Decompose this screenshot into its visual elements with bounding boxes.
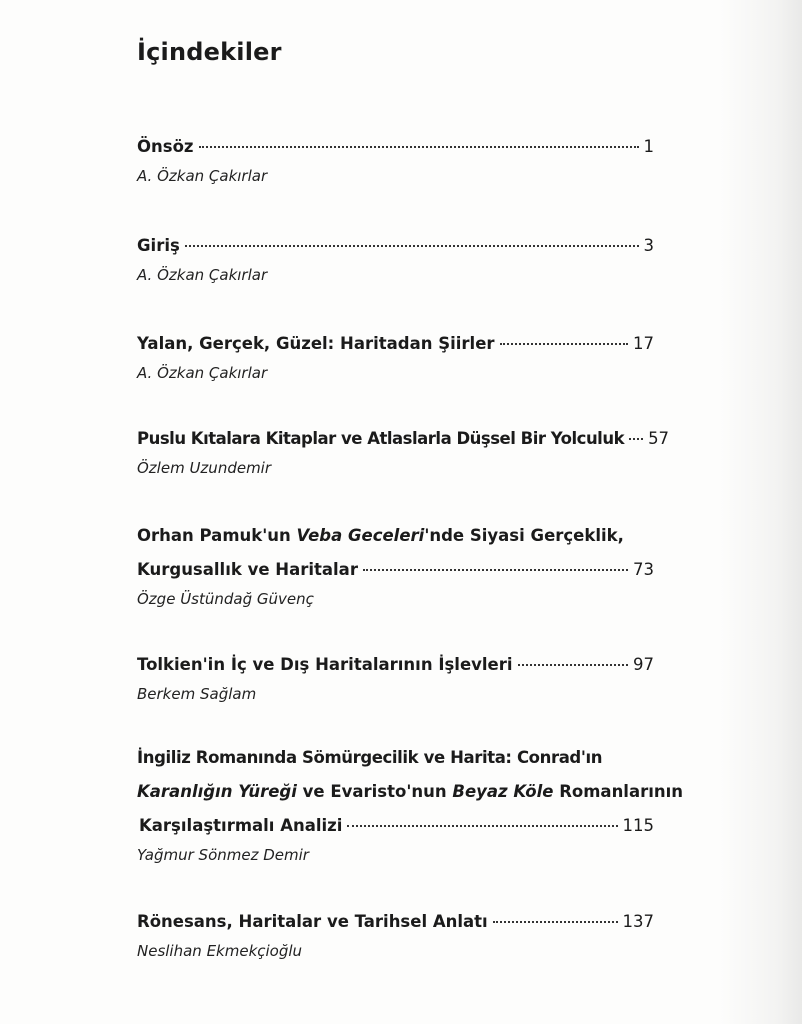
- toc-entry-title-part: 'nde Siyasi Gerçeklik,: [424, 526, 624, 545]
- toc-entry-title: Karşılaştırmalı Analizi: [139, 816, 343, 835]
- toc-entry-page: 115: [622, 816, 654, 835]
- toc-entry: [137, 134, 654, 188]
- toc-entry-title: Rönesans, Haritalar ve Tarihsel Anlatı: [137, 912, 488, 931]
- dot-leader: [347, 825, 617, 827]
- toc-entry-title-line: [137, 233, 654, 259]
- toc-entry-author: Yağmur Sönmez Demir: [137, 846, 309, 864]
- toc-entry-title-line: [137, 134, 654, 160]
- toc-entry-page: 3: [643, 236, 654, 255]
- toc-entry-page: 57: [648, 429, 670, 448]
- toc-entry-page: 1: [643, 137, 654, 156]
- toc-entry-title-part: ve Evaristo'nun: [296, 782, 453, 801]
- toc-entry-title: Tolkien'in İç ve Dış Haritalarının İşlevleri: [137, 655, 513, 674]
- book-title-italic: Veba Geceleri: [296, 526, 425, 545]
- dot-leader: [185, 245, 639, 247]
- toc-entry-author: A. Özkan Çakırlar: [137, 364, 268, 382]
- toc-entry-title-line: [137, 745, 654, 771]
- toc-entry-title: Önsöz: [137, 137, 194, 156]
- toc-entry-title-part: Orhan Pamuk'un: [137, 526, 297, 545]
- toc-entry-page: 137: [622, 912, 654, 931]
- toc-entry-author: A. Özkan Çakırlar: [137, 266, 268, 284]
- toc-heading: İçindekiler: [137, 38, 282, 66]
- book-title-italic: Beyaz Köle: [452, 782, 554, 801]
- toc-entry-title-line: [137, 557, 654, 583]
- dot-leader: [518, 664, 628, 666]
- toc-entry-title-line: [137, 779, 684, 805]
- dot-leader: [493, 921, 618, 923]
- toc-entry: [137, 331, 654, 385]
- toc-entry-title: Yalan, Gerçek, Güzel: Haritadan Şiirler: [137, 334, 495, 353]
- toc-entry-title: Kurgusallık ve Haritalar: [137, 560, 358, 579]
- toc-entry-author: Özge Üstündağ Güvenç: [137, 590, 314, 608]
- toc-entry-title-line: [137, 909, 654, 935]
- dot-leader: [500, 343, 628, 345]
- toc-entry: [137, 652, 654, 706]
- dot-leader: [199, 146, 639, 148]
- book-title-italic: Karanlığın Yüreği: [137, 782, 297, 801]
- toc-entry: [137, 745, 684, 867]
- toc-entry-author: A. Özkan Çakırlar: [137, 167, 268, 185]
- toc-entry-title: Giriş: [137, 236, 180, 255]
- toc-entry-title-line: [137, 652, 654, 678]
- toc-entry-title-line: [137, 813, 654, 839]
- toc-entry-author: Berkem Sağlam: [137, 685, 257, 703]
- toc-entry-title-part: İngiliz Romanında Sömürgecilik ve Harita: Conrad'ın: [137, 748, 603, 767]
- toc-entry-page: 97: [633, 655, 654, 674]
- toc-entry: [137, 233, 654, 287]
- toc-entry-title-part: Romanlarının: [553, 782, 684, 801]
- toc-entry: [137, 426, 670, 480]
- toc-entry-title: Puslu Kıtalara Kitaplar ve Atlaslarla Düşsel Bir Yolculuk: [137, 429, 625, 448]
- toc-entry-page: 73: [633, 560, 654, 579]
- page-edge-shadow: [720, 0, 802, 1024]
- toc-entry-author: Neslihan Ekmekçioğlu: [137, 942, 303, 960]
- dot-leader: [629, 438, 643, 440]
- toc-entry: [137, 523, 654, 611]
- toc-entry: [137, 909, 654, 963]
- dot-leader: [363, 569, 628, 571]
- toc-entry-page: 17: [633, 334, 654, 353]
- toc-entry-title-line: [137, 523, 654, 549]
- toc-entry-author: Özlem Uzundemir: [137, 459, 272, 477]
- toc-entry-title-line: [137, 426, 670, 452]
- toc-entry-title-line: [137, 331, 654, 357]
